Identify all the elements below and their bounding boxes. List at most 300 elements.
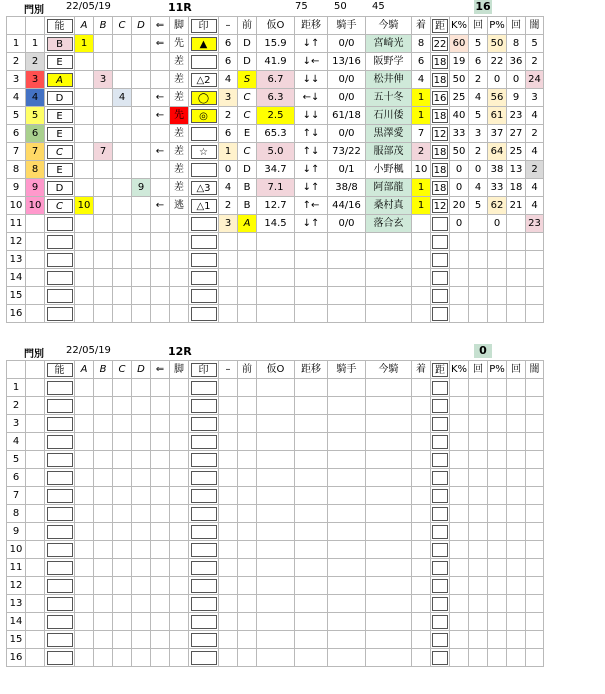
arrow [151, 541, 170, 559]
col-b [94, 197, 113, 215]
distance-box: 12 [433, 200, 447, 212]
finish [412, 215, 431, 233]
mae [219, 577, 238, 595]
mark-box [191, 489, 217, 503]
mae: 2 [219, 107, 238, 125]
ability-rank [45, 631, 75, 649]
ability-rank-box [47, 253, 73, 267]
arrow [151, 415, 170, 433]
col-header [7, 17, 26, 35]
current-jockey: 五十冬 [366, 89, 412, 107]
p-count [507, 613, 526, 631]
running-style [170, 595, 189, 613]
col-d [132, 197, 151, 215]
gate-number: 5 [26, 107, 45, 125]
table-row [7, 397, 544, 415]
p-count [507, 577, 526, 595]
arrow: ← [151, 107, 170, 125]
ability-rank [45, 451, 75, 469]
col-header-box: 距 [432, 19, 448, 33]
distance-move [295, 577, 328, 595]
col-c [113, 233, 132, 251]
distance-box [432, 579, 448, 593]
k-count: 5 [469, 35, 488, 53]
col-d [132, 287, 151, 305]
dark [526, 541, 544, 559]
table-row [7, 613, 544, 631]
col-a [75, 71, 94, 89]
current-jockey [366, 305, 412, 323]
jockey [328, 487, 366, 505]
kari-odds [257, 397, 295, 415]
jockey [328, 379, 366, 397]
k-count [469, 487, 488, 505]
table-row [7, 305, 544, 323]
gate-number [26, 451, 45, 469]
col-c: 4 [113, 89, 132, 107]
distance [431, 107, 450, 125]
row-number: 4 [7, 433, 26, 451]
arrow [151, 179, 170, 197]
mark [189, 71, 219, 89]
row-number: 5 [7, 107, 26, 125]
gate-number [26, 631, 45, 649]
col-a [75, 487, 94, 505]
table-row [7, 251, 544, 269]
finish [412, 577, 431, 595]
rank [238, 451, 257, 469]
p-count [507, 251, 526, 269]
dark [526, 613, 544, 631]
row-number: 13 [7, 595, 26, 613]
col-a [75, 613, 94, 631]
mae [219, 505, 238, 523]
mae: 6 [219, 53, 238, 71]
mark [189, 451, 219, 469]
mark [189, 577, 219, 595]
distance [431, 305, 450, 323]
col-b [94, 415, 113, 433]
col-header: D [132, 17, 151, 35]
row-number: 10 [7, 197, 26, 215]
col-header: B [94, 361, 113, 379]
mark-box [191, 55, 217, 69]
p-percent [488, 451, 507, 469]
mark [189, 125, 219, 143]
col-c [113, 35, 132, 53]
col-a: 1 [75, 35, 94, 53]
p-percent: 0 [488, 71, 507, 89]
col-header-box: 能 [47, 19, 73, 33]
col-c [113, 197, 132, 215]
current-jockey: 石川倭 [366, 107, 412, 125]
k-count [469, 233, 488, 251]
rank: A [238, 215, 257, 233]
p-percent [488, 379, 507, 397]
gate-number: 3 [26, 71, 45, 89]
current-jockey [366, 233, 412, 251]
col-c [113, 595, 132, 613]
col-d [132, 649, 151, 667]
dark [526, 559, 544, 577]
k-percent [450, 433, 469, 451]
running-style [170, 469, 189, 487]
mark [189, 469, 219, 487]
running-style [170, 451, 189, 469]
mae: 3 [219, 89, 238, 107]
ability-rank [45, 433, 75, 451]
finish [412, 379, 431, 397]
col-d [132, 397, 151, 415]
col-d [132, 143, 151, 161]
finish: 8 [412, 35, 431, 53]
mark [189, 595, 219, 613]
row-number: 12 [7, 233, 26, 251]
finish: 1 [412, 89, 431, 107]
running-style [170, 505, 189, 523]
p-percent: 64 [488, 143, 507, 161]
ability-rank-box [47, 471, 73, 485]
distance-box [432, 489, 448, 503]
current-jockey [366, 251, 412, 269]
col-header: D [132, 361, 151, 379]
rank [238, 397, 257, 415]
distance-move [295, 559, 328, 577]
table-row [7, 433, 544, 451]
finish: 1 [412, 197, 431, 215]
ability-rank-box: C [47, 145, 73, 159]
distance-move: ←↓ [295, 89, 328, 107]
dark: 4 [526, 179, 544, 197]
mark-box [191, 235, 217, 249]
k-count [469, 397, 488, 415]
current-jockey [366, 577, 412, 595]
current-jockey: 小野楓 [366, 161, 412, 179]
current-jockey: 宮崎光 [366, 35, 412, 53]
finish [412, 287, 431, 305]
col-a [75, 269, 94, 287]
kari-odds: 5.0 [257, 143, 295, 161]
table-row [7, 379, 544, 397]
k-percent [450, 397, 469, 415]
current-jockey [366, 631, 412, 649]
ability-rank-box [47, 271, 73, 285]
p-percent: 62 [488, 197, 507, 215]
p-count: 27 [507, 125, 526, 143]
distance [431, 379, 450, 397]
table-row [7, 559, 544, 577]
mark-box [191, 633, 217, 647]
dark [526, 415, 544, 433]
current-jockey [366, 541, 412, 559]
ability-rank [45, 35, 75, 53]
k-count [469, 433, 488, 451]
gate-number [26, 287, 45, 305]
col-b [94, 35, 113, 53]
mae [219, 469, 238, 487]
k-count: 2 [469, 143, 488, 161]
p-count [507, 269, 526, 287]
rank [238, 469, 257, 487]
mark-box: △3 [191, 181, 217, 195]
gate-number: 7 [26, 143, 45, 161]
dark: 4 [526, 197, 544, 215]
col-a [75, 143, 94, 161]
k-count [469, 631, 488, 649]
col-c [113, 433, 132, 451]
k-count [469, 523, 488, 541]
col-d [132, 107, 151, 125]
col-d [132, 487, 151, 505]
k-count [469, 269, 488, 287]
top-num-2: 50 [334, 1, 347, 12]
mark-box: ◎ [191, 109, 217, 123]
mark-box [191, 453, 217, 467]
rank [238, 269, 257, 287]
dark [526, 305, 544, 323]
distance-box: 18 [433, 146, 447, 158]
col-header [45, 361, 75, 379]
k-count [469, 505, 488, 523]
p-percent [488, 559, 507, 577]
distance [431, 215, 450, 233]
k-percent [450, 233, 469, 251]
k-count: 0 [469, 161, 488, 179]
p-count [507, 631, 526, 649]
running-style [170, 649, 189, 667]
col-b [94, 287, 113, 305]
ability-rank-box [47, 561, 73, 575]
col-header: B [94, 17, 113, 35]
rank [238, 595, 257, 613]
distance-move [295, 523, 328, 541]
kari-odds [257, 451, 295, 469]
jockey [328, 397, 366, 415]
p-count [507, 397, 526, 415]
col-c [113, 215, 132, 233]
col-a [75, 215, 94, 233]
col-c [113, 379, 132, 397]
kari-odds [257, 415, 295, 433]
finish [412, 415, 431, 433]
ability-rank-box [47, 417, 73, 431]
current-jockey [366, 397, 412, 415]
mae [219, 559, 238, 577]
col-a [75, 233, 94, 251]
distance [431, 233, 450, 251]
mark-box [191, 163, 217, 177]
k-count [469, 577, 488, 595]
col-a [75, 505, 94, 523]
jockey [328, 613, 366, 631]
table-row [7, 143, 544, 161]
finish [412, 487, 431, 505]
col-d [132, 125, 151, 143]
dark: 23 [526, 215, 544, 233]
row-number: 16 [7, 305, 26, 323]
arrow [151, 397, 170, 415]
kari-odds [257, 577, 295, 595]
col-header-box: 距 [432, 363, 448, 377]
mark-box [191, 417, 217, 431]
row-number: 5 [7, 451, 26, 469]
running-style [170, 577, 189, 595]
p-percent [488, 269, 507, 287]
mark-box [191, 127, 217, 141]
arrow [151, 505, 170, 523]
running-style [170, 251, 189, 269]
mark [189, 233, 219, 251]
k-percent [450, 631, 469, 649]
row-number: 7 [7, 487, 26, 505]
running-style [170, 397, 189, 415]
finish [412, 559, 431, 577]
table-row [7, 451, 544, 469]
jockey [328, 577, 366, 595]
arrow [151, 451, 170, 469]
mae [219, 523, 238, 541]
current-jockey: 阪野学 [366, 53, 412, 71]
kari-odds [257, 523, 295, 541]
current-jockey [366, 487, 412, 505]
kari-odds [257, 505, 295, 523]
finish: 2 [412, 143, 431, 161]
p-percent: 38 [488, 161, 507, 179]
col-a [75, 89, 94, 107]
arrow [151, 469, 170, 487]
finish [412, 469, 431, 487]
k-percent [450, 379, 469, 397]
mark-box [191, 253, 217, 267]
mark-box [191, 561, 217, 575]
current-jockey: 服部茂 [366, 143, 412, 161]
running-style [170, 523, 189, 541]
running-style: 差 [170, 143, 189, 161]
k-percent [450, 541, 469, 559]
arrow [151, 125, 170, 143]
p-percent [488, 595, 507, 613]
distance-move [295, 415, 328, 433]
kari-odds: 34.7 [257, 161, 295, 179]
table-row [7, 577, 544, 595]
ability-rank [45, 233, 75, 251]
distance [431, 469, 450, 487]
mae [219, 433, 238, 451]
gate-number: 9 [26, 179, 45, 197]
p-count [507, 415, 526, 433]
table-row [7, 71, 544, 89]
p-percent [488, 305, 507, 323]
k-count: 5 [469, 197, 488, 215]
p-percent [488, 397, 507, 415]
arrow [151, 649, 170, 667]
mark [189, 397, 219, 415]
distance-header: 0 [474, 344, 492, 358]
p-percent: 37 [488, 125, 507, 143]
col-d [132, 379, 151, 397]
distance [431, 251, 450, 269]
col-b [94, 233, 113, 251]
race-table-12r [6, 360, 544, 667]
ability-rank-box [47, 235, 73, 249]
race-block-11r [0, 0, 605, 340]
k-percent: 0 [450, 161, 469, 179]
distance [431, 523, 450, 541]
jockey: 0/1 [328, 161, 366, 179]
k-percent: 40 [450, 107, 469, 125]
arrow [151, 577, 170, 595]
distance-move [295, 541, 328, 559]
col-c [113, 143, 132, 161]
dark: 4 [526, 143, 544, 161]
ability-rank-box [47, 633, 73, 647]
ability-rank-box [47, 453, 73, 467]
distance-box [432, 235, 448, 249]
mae [219, 269, 238, 287]
distance-box: 18 [433, 56, 447, 68]
mark-box: △2 [191, 73, 217, 87]
mae: 0 [219, 161, 238, 179]
running-style [170, 433, 189, 451]
col-a [75, 397, 94, 415]
mon-label: 門別 [24, 5, 44, 16]
arrow [151, 595, 170, 613]
mark [189, 541, 219, 559]
dark: 3 [526, 89, 544, 107]
distance [431, 433, 450, 451]
kari-odds [257, 469, 295, 487]
k-percent [450, 523, 469, 541]
k-percent [450, 649, 469, 667]
arrow [151, 305, 170, 323]
ability-rank [45, 107, 75, 125]
distance-move: ↓↑ [295, 161, 328, 179]
dark [526, 251, 544, 269]
jockey [328, 287, 366, 305]
ability-rank [45, 305, 75, 323]
running-style: 差 [170, 161, 189, 179]
mark-box [191, 217, 217, 231]
running-style [170, 215, 189, 233]
mark-box [191, 597, 217, 611]
table-row [7, 631, 544, 649]
rank: E [238, 125, 257, 143]
jockey [328, 251, 366, 269]
dark [526, 269, 544, 287]
col-a [75, 559, 94, 577]
running-style [170, 269, 189, 287]
p-count [507, 451, 526, 469]
col-header: C [113, 17, 132, 35]
running-style [170, 233, 189, 251]
gate-number: 6 [26, 125, 45, 143]
jockey [328, 305, 366, 323]
gate-number: 2 [26, 53, 45, 71]
current-jockey [366, 287, 412, 305]
k-count [469, 251, 488, 269]
col-a [75, 631, 94, 649]
row-number: 3 [7, 415, 26, 433]
dark: 4 [526, 107, 544, 125]
kari-odds [257, 595, 295, 613]
col-a [75, 595, 94, 613]
mark-box: ▲ [191, 37, 217, 51]
col-header: 騎手 [328, 361, 366, 379]
distance [431, 197, 450, 215]
col-b [94, 577, 113, 595]
kari-odds [257, 433, 295, 451]
ability-rank [45, 269, 75, 287]
